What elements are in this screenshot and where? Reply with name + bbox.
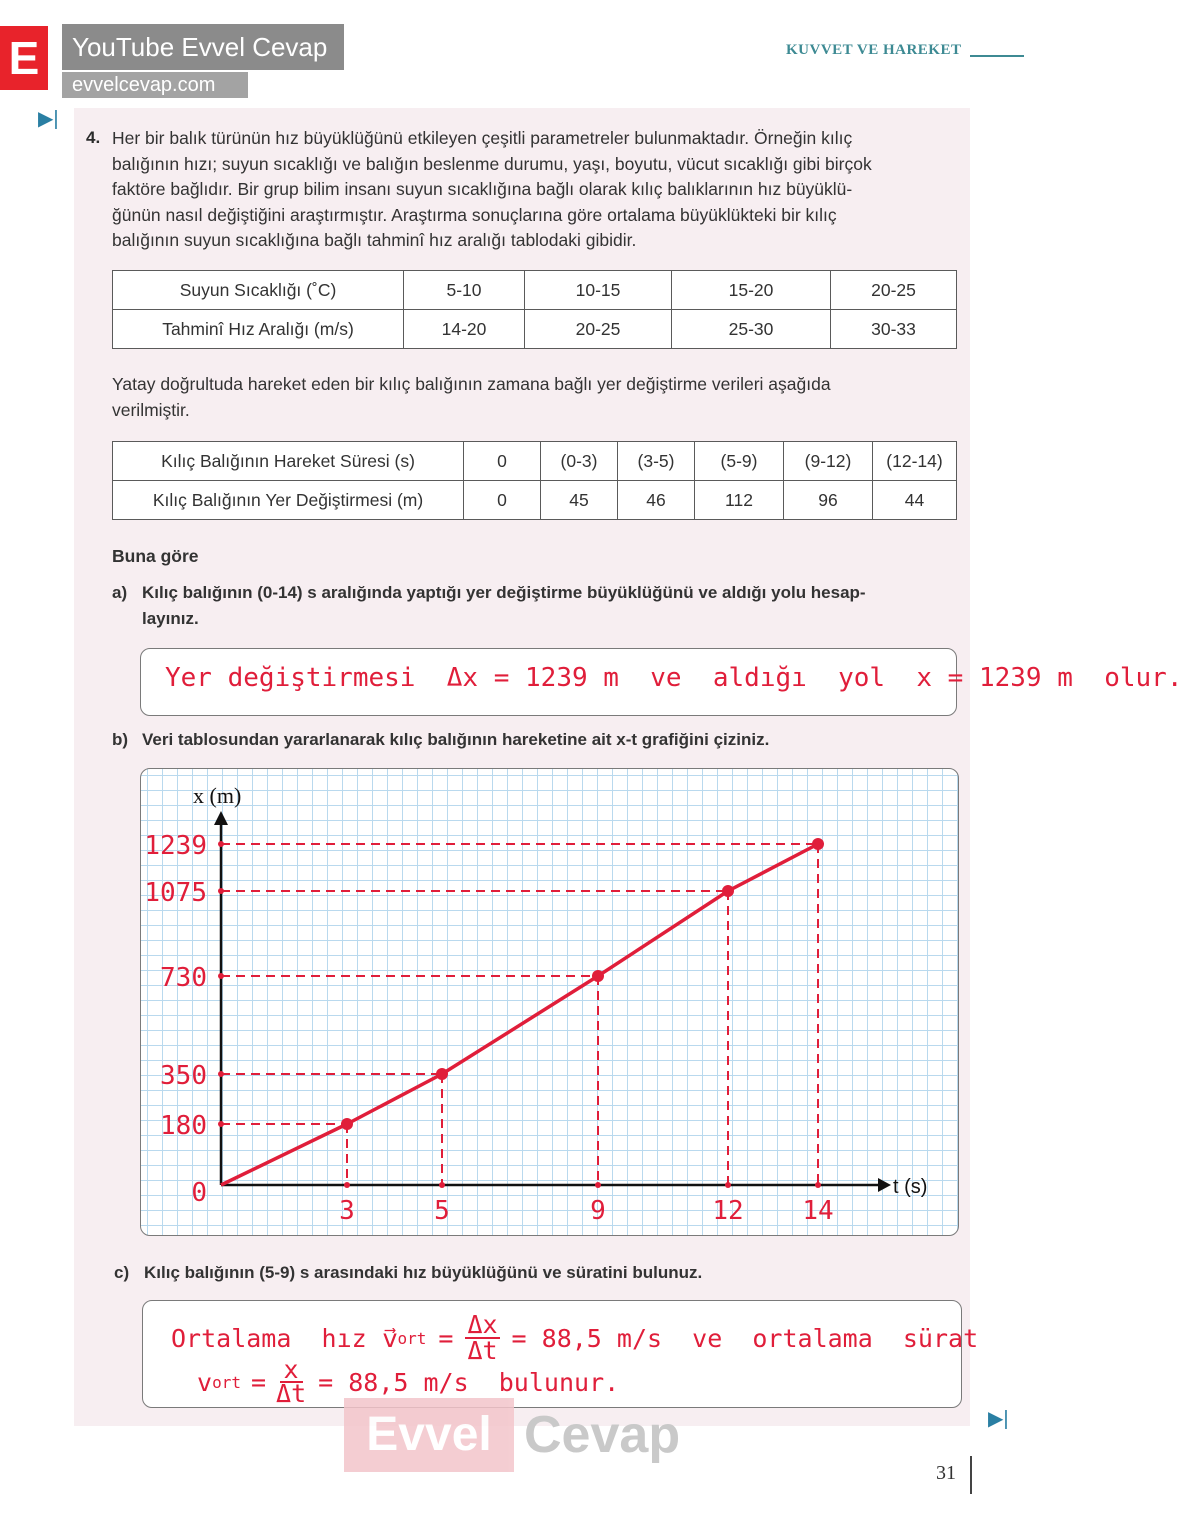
y-axis-arrow-icon [214,811,228,825]
header-divider [970,55,1024,57]
question-paragraph-2 [112,372,958,423]
table-cell: 46 [618,481,695,520]
x-tick-mark [439,1182,445,1188]
table-cell: (0-3) [541,442,618,481]
x-tick-label: 5 [434,1196,450,1226]
part-c-answer-box [142,1300,979,1408]
table-cell: 5-10 [404,271,525,310]
equals-sign: = [438,1323,454,1353]
part-a-line: Kılıç balığının (0-14) s aralığında yaptığı yer değiştirme büyüklüğünü ve aldığı yolu hesap- [142,583,866,602]
table-cell: 20-25 [831,271,957,310]
table-cell: 0 [464,481,541,520]
fraction [276,1355,307,1408]
x-tick-mark [725,1182,731,1188]
x-tick-mark [815,1182,821,1188]
part-a-question [142,580,958,632]
table-cell: 45 [541,481,618,520]
brand-logo: E [0,26,48,90]
part-a-letter: a) [112,583,128,602]
buna-gore-label: Buna göre [112,546,199,566]
table-cell: Kılıç Balığının Hareket Süresi (s) [113,442,464,481]
y-tick-label: 1075 [144,878,207,908]
y-tick-label: 0 [191,1178,207,1208]
numerator: Δx [467,1310,498,1339]
data-point [812,838,824,850]
numerator: x [280,1359,303,1383]
data-point [722,885,734,897]
denominator: Δt [276,1379,307,1408]
table-cell: (5-9) [695,442,784,481]
paragraph-line: Her bir balık türünün hız büyüklüğünü etkileyen çeşitli parametreler bulunmaktadır. Örneğin kılıç [112,128,853,148]
paragraph-line: Yatay doğrultuda hareket eden bir kılıç balığının zamana bağlı yer değiştirme verileri aşağıda [112,374,831,394]
table-cell: (3-5) [618,442,695,481]
speed-symbol: v [197,1367,213,1397]
table-cell: (9-12) [784,442,873,481]
denominator: Δt [467,1336,498,1365]
table-cell: 44 [873,481,957,520]
skip-forward-icon: ▶| [38,108,59,130]
velocity-symbol: v⃗ [382,1323,398,1353]
xt-graph [140,768,959,1236]
y-tick-mark [218,841,224,847]
part-b-question: Veri tablosundan yararlanarak kılıç balığının hareketine ait x-t grafiğini çiziniz. [142,730,770,749]
x-tick-mark [344,1182,350,1188]
fraction [465,1310,499,1365]
data-point [341,1118,353,1130]
temperature-speed-table [112,270,957,349]
question-number: 4. [86,128,101,147]
x-axis-arrow-icon [878,1178,891,1192]
x-tick-mark [595,1182,601,1188]
x-tick-label: 14 [802,1196,834,1226]
answer-text: Ortalama hız [171,1323,367,1353]
y-tick-label: 1239 [144,831,207,861]
paragraph-line: ğünün nasıl değiştiğini araştırmıştır. Araştırma sonuçlarına göre ortalama büyüklükteki bir kılıç [112,204,837,225]
subscript: ort [397,1328,427,1348]
y-tick-mark [218,1071,224,1077]
equals-sign: = [250,1367,267,1397]
question-paragraph [112,126,958,254]
footer-brand-evvel: Evvel [344,1398,514,1472]
part-c-question: Kılıç balığının (5-9) s arasındaki hız büyüklüğünü ve süratini bulunuz. [144,1263,703,1282]
y-tick-mark [218,888,224,894]
y-tick-mark [218,973,224,979]
answer-text: = 88,5 m/s ve ortalama sürat [511,1323,979,1353]
table-cell: Tahminî Hız Aralığı (m/s) [113,310,404,349]
paragraph-line: verilmiştir. [112,399,190,420]
part-c-letter: c) [114,1263,130,1282]
table-cell: 30-33 [831,310,957,349]
section-title: KUVVET VE HAREKET [786,42,962,58]
data-point [436,1068,448,1080]
site-label: evvelcevap.com [62,72,248,98]
table-cell: 10-15 [525,271,672,310]
y-axis-label: x (m) [193,783,242,808]
part-a-answer: Yer değiştirmesi Δx = 1239 m ve aldığı yol x = 1239 m olur. [165,663,1182,693]
next-page-icon: ▶| [988,1408,1009,1430]
table-cell: Suyun Sıcaklığı (˚C) [113,271,404,310]
footer-brand-cevap: Cevap [524,1406,681,1464]
table-cell: 25-30 [672,310,831,349]
table-cell: 112 [695,481,784,520]
part-a-answer-box [140,648,1182,716]
subscript: ort [212,1372,241,1392]
table-cell: (12-14) [873,442,957,481]
table-cell: 14-20 [404,310,525,349]
motion-data-table [112,441,957,520]
page-number: 31 [936,1462,956,1484]
xt-graph-svg [141,769,958,1235]
table-cell: Kılıç Balığının Yer Değiştirmesi (m) [113,481,464,520]
x-tick-label: 12 [712,1196,744,1226]
paragraph-line: balığının suyun sıcaklığına bağlı tahminî hız aralığı tablodaki gibidir. [112,230,637,250]
table-cell: 0 [464,442,541,481]
table-cell: 20-25 [525,310,672,349]
page-number-divider [970,1456,972,1494]
y-tick-label: 730 [160,963,207,993]
paragraph-line: faktöre bağlıdır. Bir grup bilim insanı suyun sıcaklığına bağlı olarak kılıç balıklarının hız büyüklü- [112,179,853,199]
x-tick-label: 9 [590,1196,606,1226]
part-b-letter: b) [112,730,129,749]
channel-label: YouTube Evvel Cevap [62,24,344,70]
table-cell: 15-20 [672,271,831,310]
x-tick-label: 3 [339,1196,355,1226]
answer-text: = 88,5 m/s bulunur. [318,1367,620,1397]
part-a-line: layınız. [142,609,199,628]
x-axis-label: t (s) [893,1176,928,1198]
y-tick-mark [218,1121,224,1127]
paragraph-line: balığının hızı; suyun sıcaklığı ve balığın beslenme durumu, yaşı, boyutu, vücut sıcaklığı gibi birçok [112,153,872,174]
y-tick-label: 350 [160,1061,207,1091]
table-cell: 96 [784,481,873,520]
y-tick-label: 180 [160,1111,207,1141]
data-point [592,970,604,982]
